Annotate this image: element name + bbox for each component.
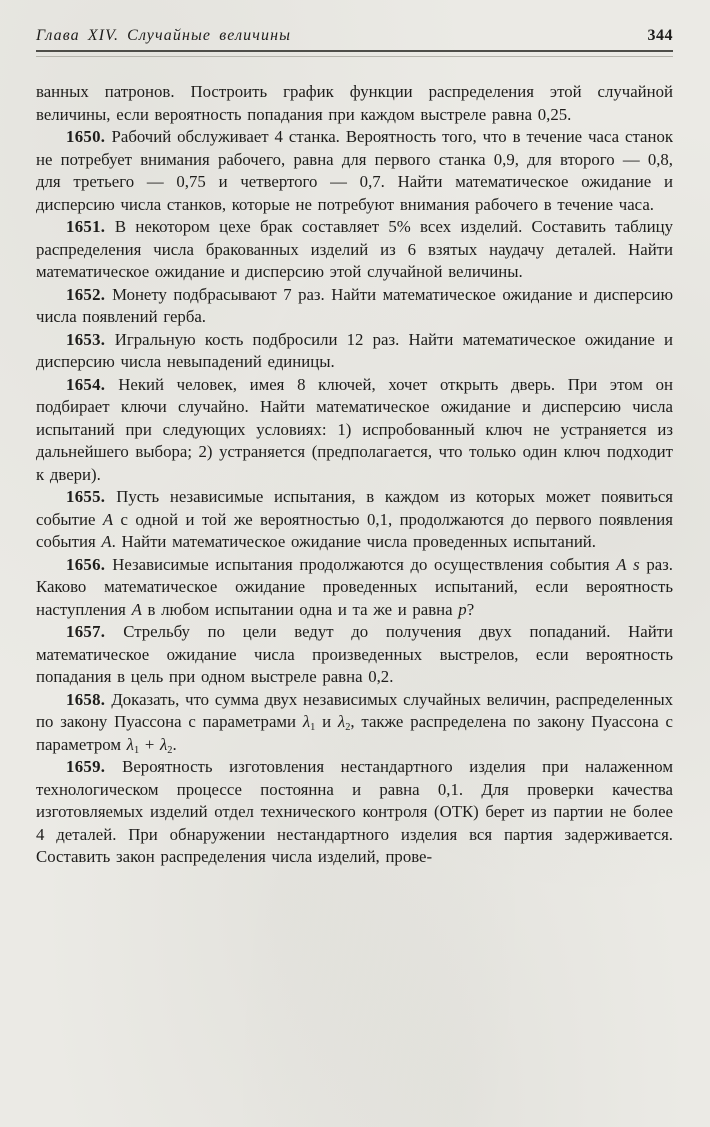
problem-number: 1657. — [66, 622, 124, 641]
math-variable: A — [102, 509, 114, 529]
problem-number: 1651. — [66, 217, 115, 236]
problem-number: 1654. — [66, 374, 119, 394]
math-variable: λ — [160, 734, 168, 754]
page-number: 344 — [647, 27, 673, 44]
problem-number: 1650. — [66, 127, 112, 146]
header-rule-secondary — [36, 56, 673, 57]
math-variable: A — [131, 599, 142, 619]
math-subscript: 1 — [133, 744, 140, 756]
math-variable: A — [101, 532, 112, 551]
problem-1651: 1651. В некотором цехе брак составляет 5% всех изделий. Составить таблицу распределения числа бракованных изделий из 6 взятых наудачу деталей. Найти математическое ожидание и дисперсию этой случайной величины. — [36, 217, 673, 281]
problem-1650: 1650. Рабочий обслуживает 4 станка. Вероятность того, что в течение часа станок не потребует внимания рабочего, равна для первого станка 0,9, для второго — 0,8, для третьего — 0,75 и четвертого — 0,7. Найти математическое ожидание и дисперсию числа станков, которые не потребуют внимания рабочего в течение часа. — [36, 127, 673, 214]
running-header — [36, 26, 673, 46]
problem-number: 1653. — [66, 329, 115, 349]
problem-number: 1652. — [66, 284, 113, 304]
chapter-title: Глава XIV. Случайные величины — [36, 27, 292, 44]
continuation-paragraph: ванных патронов. Построить график функции распределения этой случайной величины, если вероятность попадания при каждом выстреле равна 0,25. — [36, 82, 673, 124]
math-subscript: 2 — [345, 721, 351, 733]
problem-1653: 1653. Игральную кость подбросили 12 раз. Найти математическое ожидание и дисперсию числа невыпадений единицы. — [36, 329, 673, 371]
problem-1656: 1656. Независимые испытания продолжаются до осуществления события A s раз. Каково математическое ожидание проведенных испытаний, если вероятность наступления A в любом испытании одна и та же и равна p? — [36, 554, 673, 619]
math-variable: A — [616, 554, 627, 574]
problem-number: 1659. — [66, 757, 123, 776]
math-variable: p — [458, 599, 467, 619]
math-variable: s — [633, 554, 640, 574]
problem-1652: 1652. Монету подбрасывают 7 раз. Найти математическое ожидание и дисперсию числа появлений герба. — [36, 284, 673, 326]
problem-1658: 1658. Доказать, что сумма двух независимых случайных величин, распределенных по закону Пуассона с параметрами $\lambda_1$ и $\lambda_2$, также распределена по закону Пуассона с параметром $\lambda_1 + \lambda_2$. — [36, 689, 673, 756]
problem-1657: 1657. Стрельбу по цели ведут до получения двух попаданий. Найти математическое ожидание числа произведенных выстрелов, если вероятность попадания в цель при одном выстреле равна 0,2. — [36, 622, 673, 686]
problem-number: 1656. — [66, 554, 113, 574]
math-subscript: 2 — [167, 744, 173, 756]
header-rule — [36, 50, 673, 52]
problem-number: 1655. — [66, 487, 117, 506]
math-variable: λ — [337, 712, 346, 731]
math-subscript: 1 — [310, 721, 316, 733]
math-variable: λ — [302, 712, 311, 731]
math-variable: λ — [126, 734, 134, 754]
problem-1655: 1655. Пусть независимые испытания, в каждом из которых может появиться событие A с одной и той же вероятностью 0,1, продолжаются до первого появления события A. Найти математическое ожидание числа проведенных испытаний. — [36, 487, 673, 551]
problem-1654: 1654. Некий человек, имея 8 ключей, хочет открыть дверь. При этом он подбирает ключи случайно. Найти математическое ожидание и дисперсию числа испытаний при следующих условиях: 1) испробованный ключ не устраняется из дальнейшего выбора; 2) устраняется (предполагается, что только один ключ подходит к двери). — [36, 374, 673, 484]
problem-number: 1658. — [66, 689, 112, 709]
problem-1659: 1659. Вероятность изготовления нестандартного изделия при налаженном технологическом процессе постоянна и равна 0,1. Для проверки качества изготовляемых изделий отдел технического контроля (ОТК) берет из партии не более 4 деталей. При обнаружении нестандартного изделия вся партия задерживается. Составить закон распределения числа изделий, прове- — [36, 757, 673, 866]
text-block — [36, 81, 673, 869]
